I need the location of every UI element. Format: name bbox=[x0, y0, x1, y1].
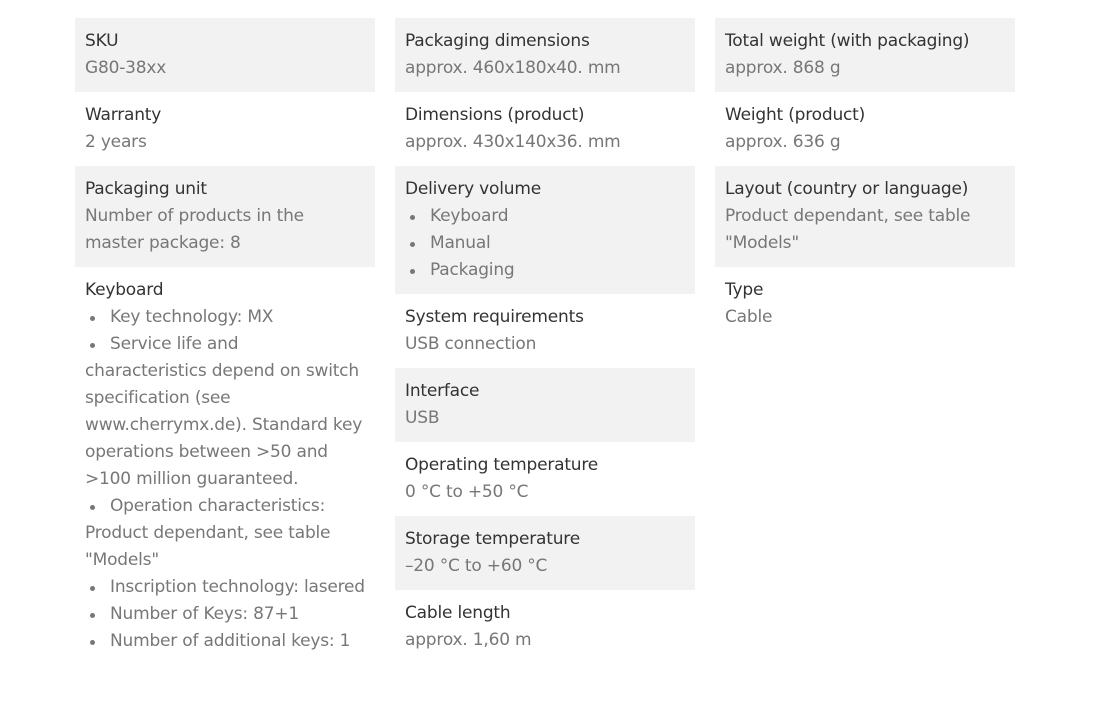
spec-label: Dimensions (product) bbox=[405, 105, 585, 125]
list-item: Inscription technology: lasered bbox=[85, 574, 365, 601]
spec-cell-product-dimensions bbox=[395, 92, 695, 166]
spec-cell-operating-temperature bbox=[395, 442, 695, 516]
keyboard-feature-list bbox=[85, 304, 365, 655]
list-item: Key technology: MX bbox=[85, 304, 365, 331]
spec-label: Weight (product) bbox=[725, 105, 866, 125]
spec-value: Cable bbox=[725, 307, 773, 327]
spec-cell-delivery-volume bbox=[395, 166, 695, 294]
spec-label: Packaging unit bbox=[85, 179, 207, 199]
list-item: Operation characteristics: Product dependant, see table "Models" bbox=[85, 493, 365, 574]
spec-cell-packaging-dimensions bbox=[395, 18, 695, 92]
list-item: Manual bbox=[405, 230, 685, 257]
spec-value: approx. 460x180x40. mm bbox=[405, 58, 621, 78]
spec-label: System requirements bbox=[405, 307, 584, 327]
spec-column-2 bbox=[395, 18, 695, 664]
spec-cell-product-weight bbox=[715, 92, 1015, 166]
spec-column-3 bbox=[715, 18, 1015, 341]
spec-column-1 bbox=[75, 18, 375, 665]
spec-value: 2 years bbox=[85, 132, 147, 152]
spec-cell-type bbox=[715, 267, 1015, 341]
list-item: Service life and characteristics depend on switch specification (see www.cherrymx.de). Standard key operations between >50 and >100 million guaranteed. bbox=[85, 331, 365, 493]
spec-value: G80-38xx bbox=[85, 58, 167, 78]
spec-label: Type bbox=[725, 280, 764, 300]
list-item: Number of additional keys: 1 bbox=[85, 628, 365, 655]
spec-label: Delivery volume bbox=[405, 179, 541, 199]
spec-cell-storage-temperature bbox=[395, 516, 695, 590]
spec-label: Storage temperature bbox=[405, 529, 580, 549]
spec-value: approx. 636 g bbox=[725, 132, 841, 152]
spec-label: Packaging dimensions bbox=[405, 31, 590, 51]
spec-value: –20 °C to +60 °C bbox=[405, 556, 548, 576]
spec-value: Number of products in the master package: 8 bbox=[85, 206, 304, 253]
spec-label: SKU bbox=[85, 31, 119, 51]
spec-value: USB connection bbox=[405, 334, 537, 354]
spec-cell-layout bbox=[715, 166, 1015, 267]
list-item: Keyboard bbox=[405, 203, 685, 230]
spec-label: Total weight (with packaging) bbox=[725, 31, 970, 51]
spec-label: Warranty bbox=[85, 105, 162, 125]
spec-cell-total-weight bbox=[715, 18, 1015, 92]
spec-cell-sku bbox=[75, 18, 375, 92]
spec-label: Operating temperature bbox=[405, 455, 599, 475]
spec-value: approx. 430x140x36. mm bbox=[405, 132, 621, 152]
spec-label: Layout (country or language) bbox=[725, 179, 969, 199]
spec-value: Product dependant, see table "Models" bbox=[725, 206, 971, 253]
spec-label: Cable length bbox=[405, 603, 511, 623]
spec-cell-keyboard bbox=[75, 267, 375, 665]
spec-cell-cable-length bbox=[395, 590, 695, 664]
spec-value: USB bbox=[405, 408, 440, 428]
spec-cell-interface bbox=[395, 368, 695, 442]
spec-cell-warranty bbox=[75, 92, 375, 166]
spec-label: Keyboard bbox=[85, 280, 164, 300]
spec-value: 0 °C to +50 °C bbox=[405, 482, 529, 502]
spec-cell-packaging-unit bbox=[75, 166, 375, 267]
spec-cell-system-requirements bbox=[395, 294, 695, 368]
delivery-volume-list bbox=[405, 203, 685, 284]
list-item: Packaging bbox=[405, 257, 685, 284]
list-item: Number of Keys: 87+1 bbox=[85, 601, 365, 628]
spec-value: approx. 868 g bbox=[725, 58, 841, 78]
spec-label: Interface bbox=[405, 381, 480, 401]
spec-value: approx. 1,60 m bbox=[405, 630, 532, 650]
